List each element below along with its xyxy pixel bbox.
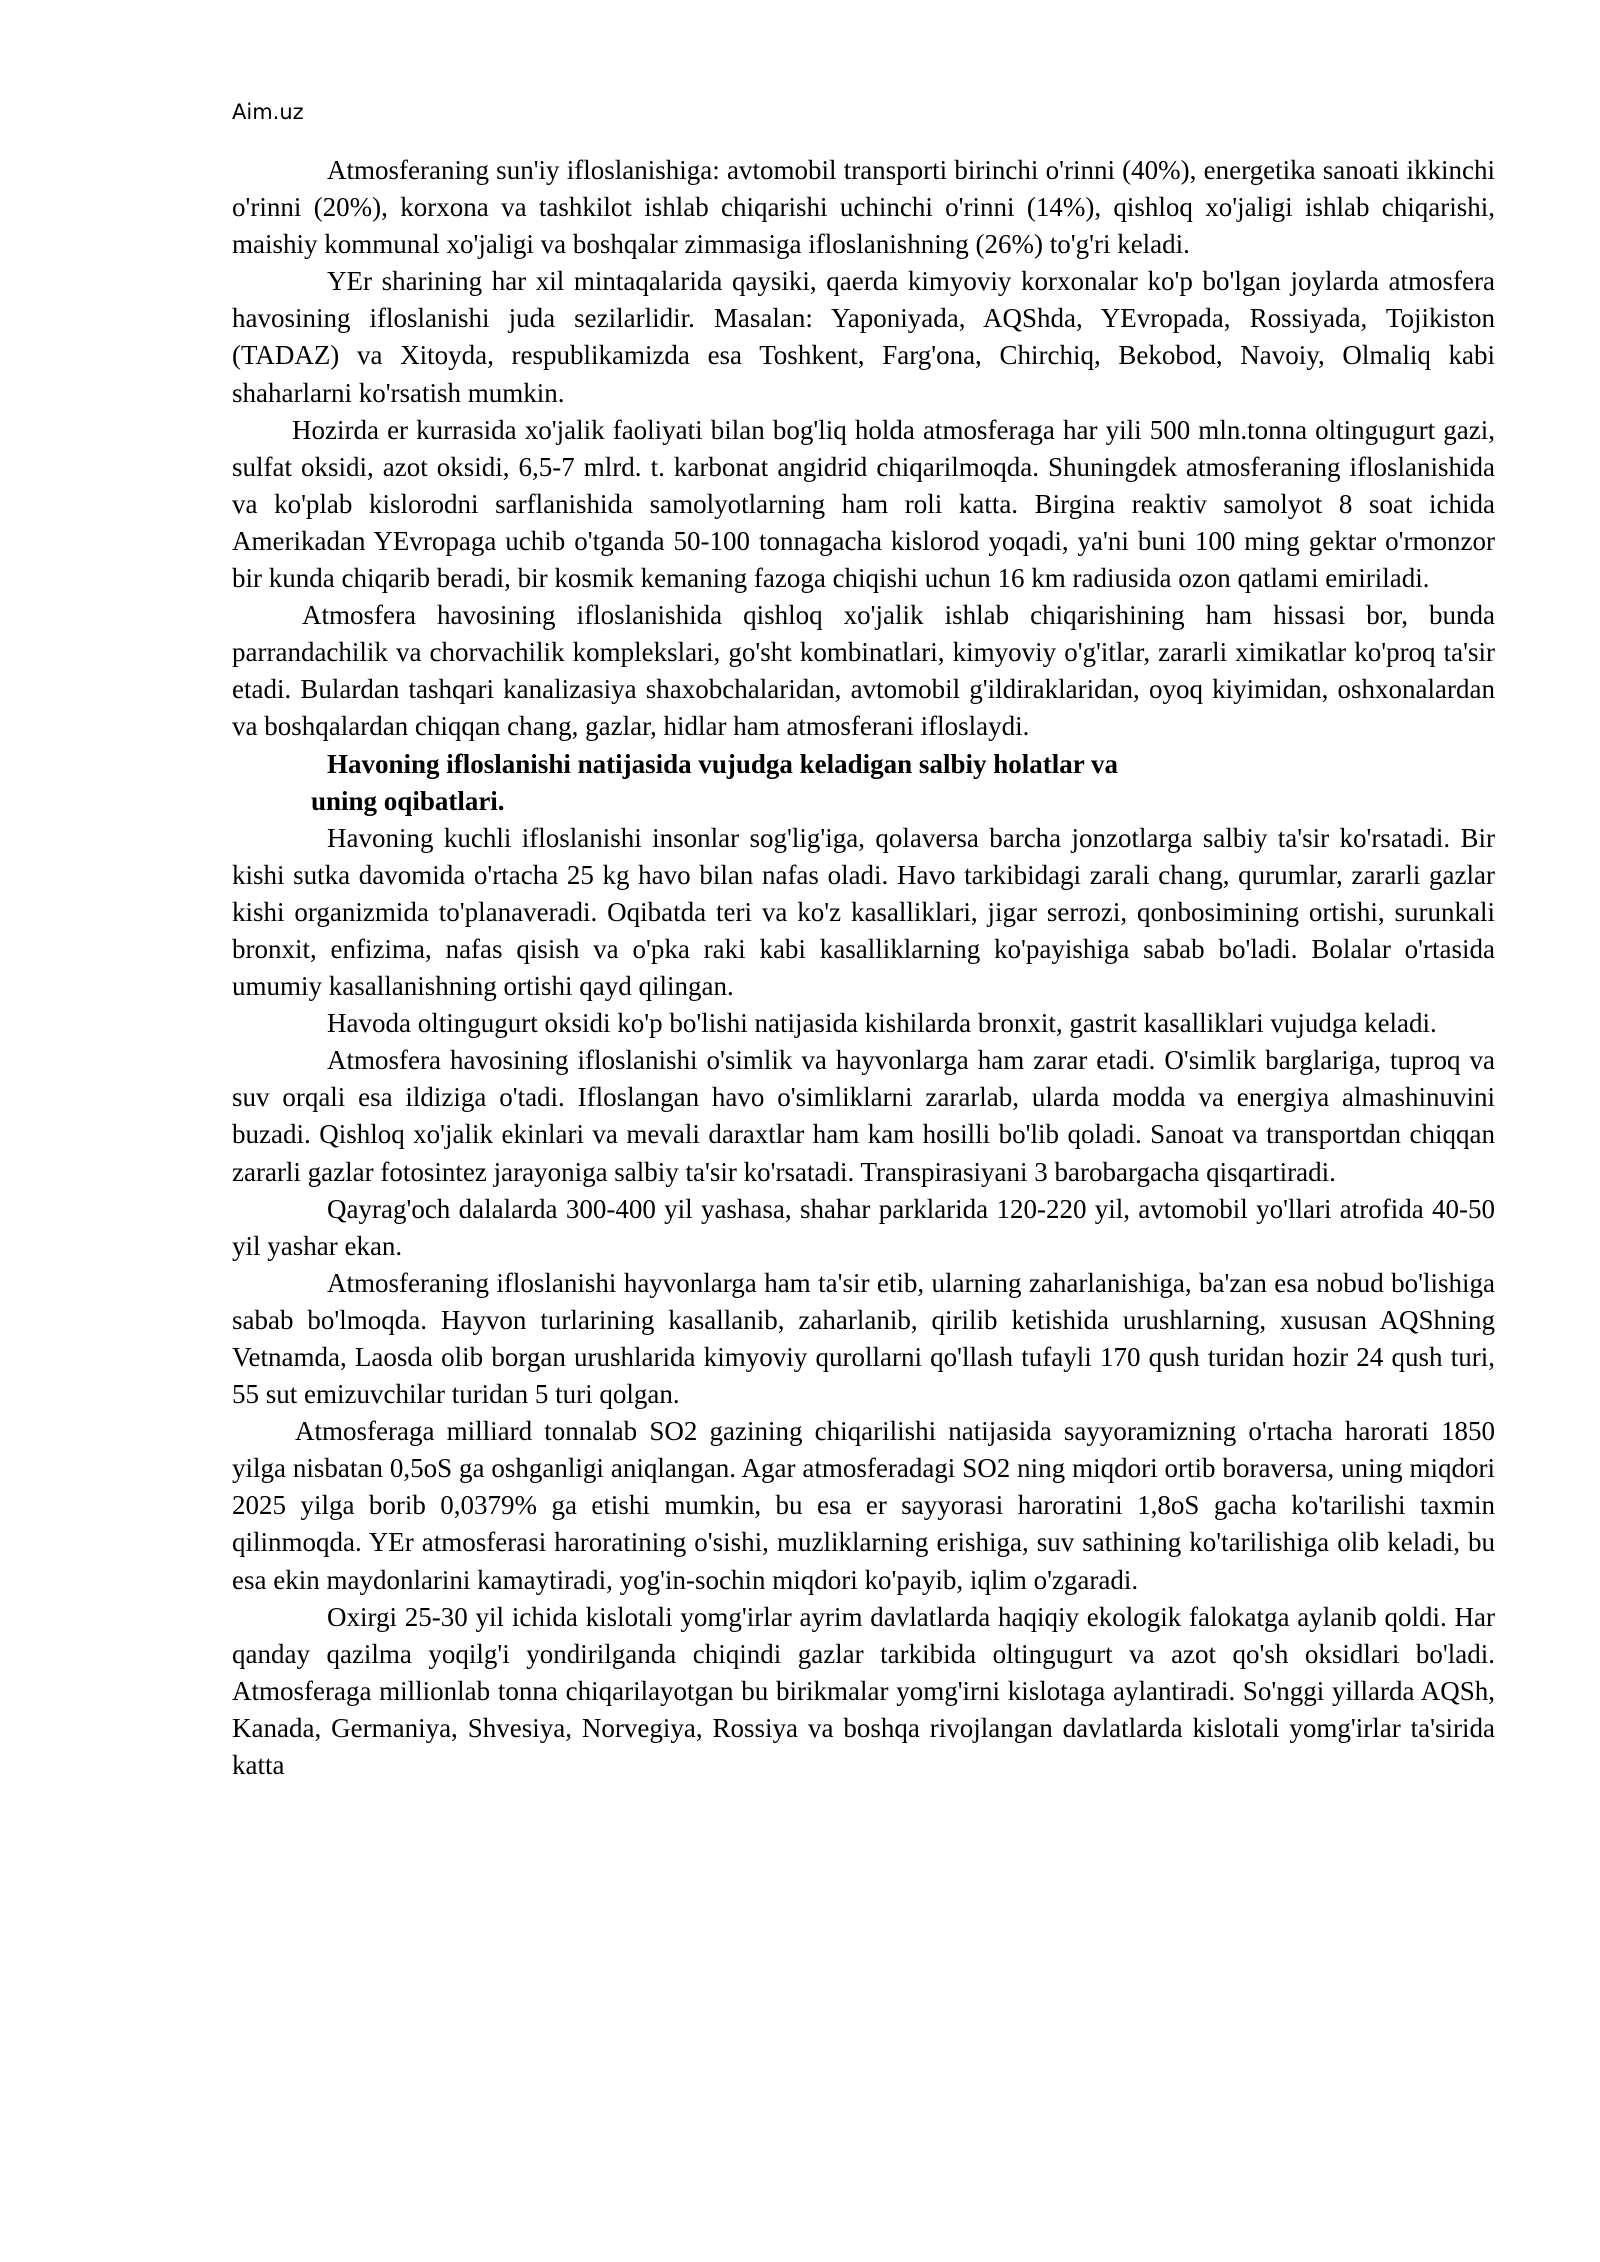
paragraph: Atmosfera havosining ifloslanishi o'simlik va hayvonlarga ham zarar etadi. O'simlik barglariga, tuproq va suv orqali esa ildiziga o'tadi. Ifloslangan havo o'simliklarni zararlab, ularda modda va energiya almashinuvini buzadi. Qishloq xo'jalik ekinlari va mevali daraxtlar ham kam hosilli bo'lib qoladi. Sanoat va transportdan chiqqan zararli gazlar fotosintez jarayoniga salbiy ta'sir ko'rsatadi. Transpirasiyani 3 barobargacha qisqartiradi. (232, 1045, 1495, 1187)
section-heading-line: Havoning ifloslanishi natijasida vujudga keladigan salbiy holatlar va (327, 748, 1118, 779)
paragraph: Oxirgi 25-30 yil ichida kislotali yomg'irlar ayrim davlatlarda haqiqiy ekologik falokatga aylanib qoldi. Har qanday qazilma yoqilg'i yondirilganda chiqindi gazlar tarkibida oltingugurt va azot qo'sh oksidlari bo'ladi. Atmosferaga millionlab tonna chiqarilayotgan bu birikmalar yomg'irni kislotaga aylantiradi. So'nggi yillarda AQSh, Kanada, Germaniya, Shvesiya, Norvegiya, Rossiya va boshqa rivojlangan davlatlarda kislotali yomg'irlar ta'sirida katta (232, 1601, 1495, 1781)
section-heading (232, 746, 1495, 820)
paragraph: Havoning kuchli ifloslanishi insonlar sog'lig'iga, qolaversa barcha jonzotlarga salbiy ta'sir ko'rsatadi. Bir kishi sutka davomida o'rtacha 25 kg havo bilan nafas oladi. Havo tarkibidagi zarali chang, qurumlar, zararli gazlar kishi organizmida to'planaveradi. Oqibatda teri va ko'z kasalliklari, jigar serrozi, qonbosimining ortishi, surunkali bronxit, enfizima, nafas qisish va o'pka raki kabi kasalliklarning ko'payishiga sabab bo'ladi. Bolalar o'rtasida umumiy kasallanishning ortishi qayd qilingan. (232, 822, 1495, 1002)
document-body (232, 152, 1495, 1784)
paragraph: Atmosferaning ifloslanishi hayvonlarga ham ta'sir etib, ularning zaharlanishiga, ba'zan esa nobud bo'lishiga sabab bo'lmoqda. Hayvon turlarining kasallanib, zaharlanib, qirilib ketishida urushlarning, xususan AQShning Vetnamda, Laosda olib borgan urushlarida kimyoviy qurollarni qo'llash tufayli 170 qush turidan hozir 24 qush turi, 55 sut emizuvchilar turidan 5 turi qolgan. (232, 1267, 1495, 1410)
paragraph: Hozirda er kurrasida xo'jalik faoliyati bilan bog'liq holda atmosferaga har yili 500 mln.tonna oltingugurt gazi, sulfat oksidi, azot oksidi, 6,5-7 mlrd. t. karbonat angidrid chiqarilmoqda. Shuningdek atmosferaning ifloslanishida va ko'plab kislorodni sarflanishida samolyotlarning ham roli katta. Birgina reaktiv samolyot 8 soat ichida Amerikadan YEvropaga uchib o'tganda 50-100 tonnagacha kislorod yoqadi, ya'ni buni 100 ming gektar o'rmonzor bir kunda chiqarib beradi, bir kosmik kemaning fazoga chiqishi uchun 16 km radiusida ozon qatlami emiriladi. (232, 414, 1495, 594)
paragraph: Atmosfera havosining ifloslanishida qishloq xo'jalik ishlab chiqarishining ham hissasi bor, bunda parrandachilik va chorvachilik komplekslari, go'sht kombinatlari, kimyoviy o'g'itlar, zararli ximikatlar ko'proq ta'sir etadi. Bulardan tashqari kanalizasiya shaxobchalaridan, avtomobil g'ildiraklaridan, oyoq kiyimidan, oshxonalardan va boshqalardan chiqqan chang, gazlar, hidlar ham atmosferani ifloslaydi. (232, 600, 1495, 742)
paragraph: Atmosferaga milliard tonnalab SO2 gazining chiqarilishi natijasida sayyoramizning o'rtacha harorati 1850 yilga nisbatan 0,5oS ga oshganligi aniqlangan. Agar atmosferadagi SO2 ning miqdori ortib boraversa, uning miqdori 2025 yilga borib 0,0379% ga etishi mumkin, bu esa er sayyorasi haroratini 1,8oS gacha ko'tarilishi taxmin qilinmoqda. YEr atmosferasi haroratining o'sishi, muzliklarning erishiga, suv sathining ko'tarilishiga olib keladi, bu esa ekin maydonlarini kamaytiradi, yog'in-sochin miqdori ko'payib, iqlim o'zgaradi. (232, 1416, 1495, 1595)
paragraph: Qayrag'och dalalarda 300-400 yil yashasa, shahar parklarida 120-220 yil, avtomobil yo'llari atrofida 40-50 yil yashar ekan. (232, 1193, 1495, 1261)
section-heading-line: uning oqibatlari. (311, 785, 505, 816)
paragraph: YEr sharining har xil mintaqalarida qaysiki, qaerda kimyoviy korxonalar ko'p bo'lgan joylarda atmosfera havosining ifloslanishi juda sezilarlidir. Masalan: Yaponiyada, AQShda, YEvropada, Rossiyada, Tojikiston (TADAZ) va Xitoyda, respublikamizda esa Toshkent, Farg'ona, Chirchiq, Bekobod, Navoiy, Olmaliq kabi shaharlarni ko'rsatish mumkin. (232, 266, 1495, 408)
paragraph: Havoda oltingugurt oksidi ko'p bo'lishi natijasida kishilarda bronxit, gastrit kasalliklari vujudga keladi. (327, 1008, 1437, 1039)
paragraph: Atmosferaning sun'iy ifloslanishiga: avtomobil transporti birinchi o'rinni (40%), energetika sanoati ikkinchi o'rinni (20%), korxona va tashkilot ishlab chiqarishi uchinchi o'rinni (14%), qishloq xo'jaligi ishlab chiqarishi, maishiy kommunal xo'jaligi va boshqalar zimmasiga ifloslanishning (26%) to'g'ri keladi. (232, 155, 1495, 260)
page-header-site: Aim.uz (232, 100, 304, 124)
